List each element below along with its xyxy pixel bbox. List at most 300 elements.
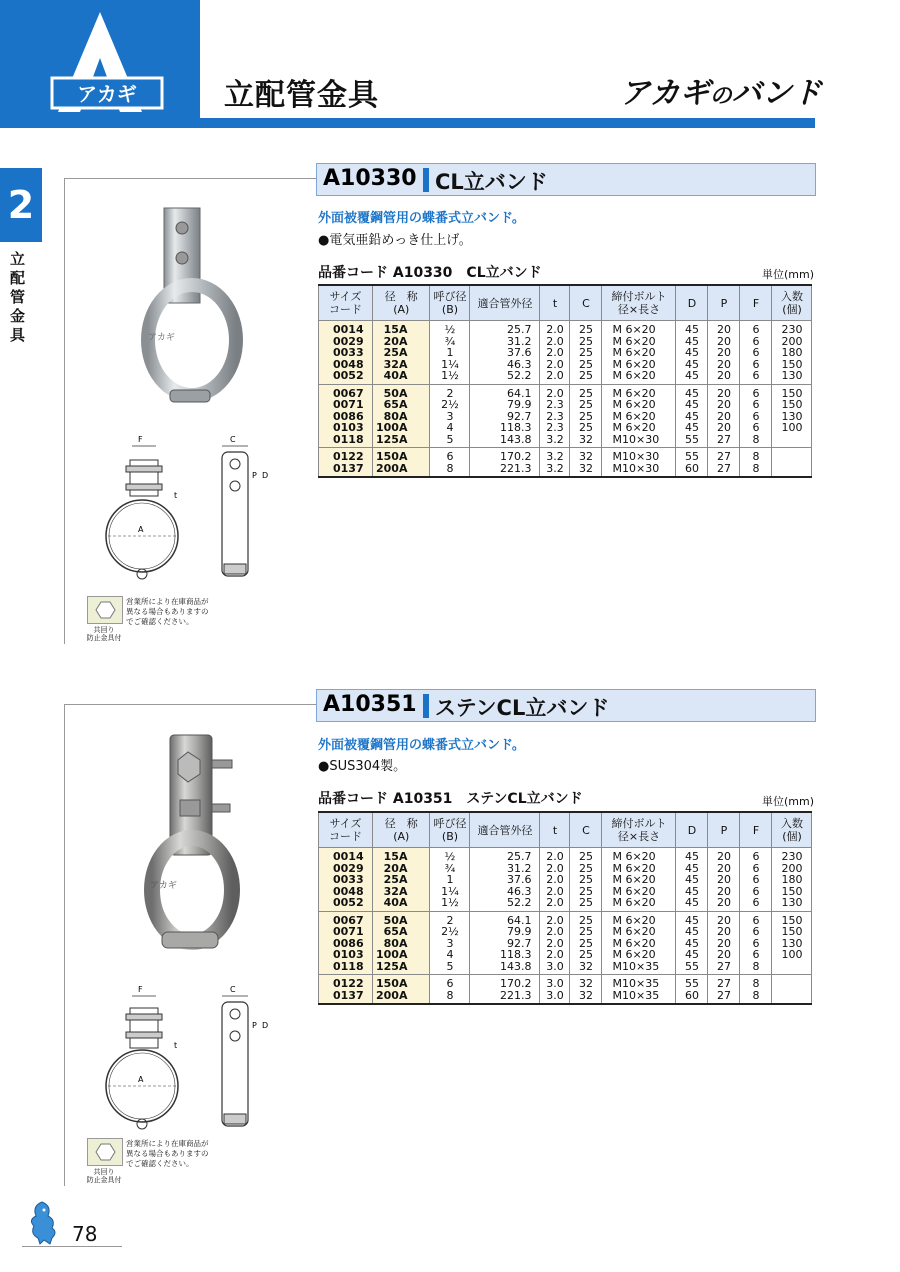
cell-d-dim: 45 (676, 886, 708, 898)
cell-thickness: 2.0 (540, 848, 570, 863)
cell-bolt: M 6×20 (602, 399, 676, 411)
cell-code: 0014 (319, 321, 373, 336)
front-view-drawing (98, 432, 188, 582)
product-photo-stainless-band (140, 730, 250, 960)
cell-code: 0086 (319, 411, 373, 423)
cell-f-dim: 6 (740, 926, 772, 938)
cell-outer-diameter: 143.8 (470, 961, 540, 975)
cell-nominal: 1½ (430, 897, 470, 911)
spec-table-wrap (318, 284, 812, 478)
cell-p-dim: 27 (708, 463, 740, 478)
cell-p-dim: 20 (708, 938, 740, 950)
cell-quantity: 130 (772, 411, 812, 423)
cell-nominal: ½ (430, 321, 470, 336)
dim-f-label: F (138, 985, 143, 994)
footer-line (22, 1246, 122, 1247)
stock-note-line: 営業所により在庫商品が (126, 1139, 209, 1148)
cell-code: 0033 (319, 347, 373, 359)
cell-d-dim: 45 (676, 874, 708, 886)
header-bar (0, 118, 815, 128)
cell-c-dim: 25 (570, 926, 602, 938)
cell-outer-diameter: 118.3 (470, 422, 540, 434)
cell-size: 200A (373, 990, 430, 1005)
cell-d-dim: 55 (676, 975, 708, 990)
cell-f-dim: 6 (740, 399, 772, 411)
cell-bolt: M 6×20 (602, 949, 676, 961)
cell-code: 0014 (319, 848, 373, 863)
cell-code: 0071 (319, 399, 373, 411)
header-logo-panel (0, 0, 200, 120)
cell-thickness: 2.0 (540, 863, 570, 875)
cell-thickness: 3.0 (540, 975, 570, 990)
cell-nominal: 8 (430, 463, 470, 478)
cell-d-dim: 45 (676, 411, 708, 423)
page-number: 78 (72, 1222, 98, 1246)
cell-nominal: 5 (430, 434, 470, 448)
cell-size: 20A (373, 863, 430, 875)
cell-size: 32A (373, 359, 430, 371)
cell-bolt: M10×30 (602, 448, 676, 463)
product-code: A10330 (323, 166, 417, 191)
cell-d-dim: 45 (676, 897, 708, 911)
frame-line (64, 178, 65, 644)
table-row (319, 897, 812, 911)
table-row (319, 434, 812, 448)
akagi-logo (0, 0, 200, 120)
cell-f-dim: 6 (740, 863, 772, 875)
cell-size: 40A (373, 370, 430, 384)
column-header-size: 径 称 (A) (373, 285, 430, 321)
cell-nominal: 1 (430, 874, 470, 886)
cell-p-dim: 20 (708, 886, 740, 898)
front-view-drawing (98, 982, 188, 1132)
brand-band: バンド (731, 76, 822, 111)
cell-bolt: M10×35 (602, 961, 676, 975)
cell-c-dim: 32 (570, 463, 602, 478)
cell-thickness: 3.2 (540, 463, 570, 478)
cell-d-dim: 60 (676, 463, 708, 478)
cell-bolt: M 6×20 (602, 911, 676, 926)
column-header-code: サイズ コード (319, 812, 373, 848)
cell-d-dim: 45 (676, 848, 708, 863)
cell-code: 0029 (319, 336, 373, 348)
column-header-f-dim: F (740, 285, 772, 321)
cell-p-dim: 27 (708, 990, 740, 1005)
cell-size: 40A (373, 897, 430, 911)
column-header-p-dim: P (708, 285, 740, 321)
cell-nominal: 1¼ (430, 359, 470, 371)
cell-outer-diameter: 79.9 (470, 926, 540, 938)
brand-title (620, 68, 822, 112)
cell-f-dim: 6 (740, 422, 772, 434)
cell-nominal: 1 (430, 347, 470, 359)
cell-size: 125A (373, 961, 430, 975)
column-header-nominal: 呼び径 (B) (430, 285, 470, 321)
cell-quantity: 130 (772, 370, 812, 384)
cell-quantity: 130 (772, 897, 812, 911)
cell-c-dim: 25 (570, 863, 602, 875)
dim-a-label: A (138, 525, 144, 534)
column-header-bolt: 締付ボルト 径×長さ (602, 812, 676, 848)
cell-p-dim: 20 (708, 384, 740, 399)
cell-code: 0071 (319, 926, 373, 938)
cell-code: 0103 (319, 422, 373, 434)
cell-bolt: M10×35 (602, 975, 676, 990)
cell-nominal: 2½ (430, 399, 470, 411)
cell-code: 0067 (319, 911, 373, 926)
cell-outer-diameter: 92.7 (470, 411, 540, 423)
spec-table (318, 811, 812, 1005)
cell-outer-diameter: 170.2 (470, 448, 540, 463)
cell-quantity (772, 990, 812, 1005)
cell-outer-diameter: 79.9 (470, 399, 540, 411)
product-name: CL立バンド (435, 170, 548, 194)
cell-d-dim: 45 (676, 370, 708, 384)
product-material: ●SUS304製。 (318, 759, 407, 774)
cell-p-dim: 27 (708, 448, 740, 463)
cell-quantity: 150 (772, 886, 812, 898)
product-name: ステンCL立バンド (435, 696, 610, 720)
column-header-bolt: 締付ボルト 径×長さ (602, 285, 676, 321)
cell-c-dim: 25 (570, 321, 602, 336)
chapter-number: 2 (0, 168, 42, 242)
cell-c-dim: 25 (570, 370, 602, 384)
cell-bolt: M 6×20 (602, 886, 676, 898)
cell-d-dim: 45 (676, 938, 708, 950)
cell-size: 80A (373, 411, 430, 423)
table-row (319, 321, 812, 336)
cell-nominal: 2½ (430, 926, 470, 938)
cell-d-dim: 55 (676, 434, 708, 448)
cell-size: 25A (373, 874, 430, 886)
cell-quantity: 100 (772, 422, 812, 434)
cell-f-dim: 6 (740, 384, 772, 399)
cell-size: 32A (373, 886, 430, 898)
product-photo-cl-band (140, 200, 250, 415)
cell-p-dim: 27 (708, 975, 740, 990)
cell-f-dim: 8 (740, 434, 772, 448)
cell-thickness: 2.0 (540, 911, 570, 926)
cell-c-dim: 25 (570, 399, 602, 411)
cell-p-dim: 20 (708, 911, 740, 926)
cell-bolt: M 6×20 (602, 347, 676, 359)
unit-label: 単位(mm) (762, 268, 815, 281)
cell-quantity (772, 434, 812, 448)
cell-size: 50A (373, 911, 430, 926)
column-header-nominal: 呼び径 (B) (430, 812, 470, 848)
cell-p-dim: 20 (708, 399, 740, 411)
cell-f-dim: 6 (740, 336, 772, 348)
cell-d-dim: 45 (676, 422, 708, 434)
cell-nominal: 1½ (430, 370, 470, 384)
cell-p-dim: 20 (708, 926, 740, 938)
cell-f-dim: 6 (740, 347, 772, 359)
cell-code: 0048 (319, 359, 373, 371)
cell-nominal: ¾ (430, 336, 470, 348)
table-row (319, 384, 812, 399)
cell-nominal: 8 (430, 990, 470, 1005)
table-row (319, 911, 812, 926)
product-code: A10351 (323, 692, 417, 717)
cell-code: 0118 (319, 961, 373, 975)
column-header-d-dim: D (676, 812, 708, 848)
column-header-c-dim: C (570, 812, 602, 848)
cell-size: 150A (373, 448, 430, 463)
cell-bolt: M 6×20 (602, 897, 676, 911)
cell-outer-diameter: 31.2 (470, 336, 540, 348)
cell-c-dim: 25 (570, 874, 602, 886)
cell-c-dim: 25 (570, 359, 602, 371)
dim-d-label: D (262, 471, 269, 480)
side-view-drawing (212, 982, 272, 1132)
cell-bolt: M 6×20 (602, 384, 676, 399)
cell-size: 80A (373, 938, 430, 950)
cell-thickness: 3.0 (540, 990, 570, 1005)
frame-line (64, 178, 316, 179)
cell-size: 100A (373, 949, 430, 961)
cell-d-dim: 45 (676, 321, 708, 336)
cell-f-dim: 6 (740, 321, 772, 336)
cell-c-dim: 32 (570, 448, 602, 463)
stock-note (126, 1139, 209, 1169)
note-caption (84, 626, 124, 642)
cell-c-dim: 25 (570, 848, 602, 863)
cell-outer-diameter: 64.1 (470, 911, 540, 926)
cell-thickness: 2.0 (540, 370, 570, 384)
photo-logo-mark: アカギ (148, 333, 175, 343)
cell-quantity: 200 (772, 863, 812, 875)
cell-code: 0122 (319, 448, 373, 463)
cell-quantity (772, 975, 812, 990)
cell-bolt: M 6×20 (602, 359, 676, 371)
cell-bolt: M 6×20 (602, 336, 676, 348)
cell-d-dim: 45 (676, 347, 708, 359)
table-row (319, 926, 812, 938)
cell-thickness: 2.0 (540, 926, 570, 938)
table-row (319, 949, 812, 961)
cell-bolt: M10×30 (602, 463, 676, 478)
cell-nominal: 6 (430, 975, 470, 990)
product-description: 外面被覆鋼管用の蝶番式立バンド。 (318, 738, 525, 753)
cell-thickness: 2.0 (540, 949, 570, 961)
cell-quantity (772, 448, 812, 463)
note-caption (84, 1168, 124, 1184)
cell-c-dim: 25 (570, 347, 602, 359)
cell-quantity (772, 463, 812, 478)
cell-size: 65A (373, 399, 430, 411)
product-title-bar (316, 163, 816, 196)
stock-note (126, 597, 209, 627)
cell-outer-diameter: 37.6 (470, 347, 540, 359)
table-row (319, 347, 812, 359)
column-header-quantity: 入数 (個) (772, 812, 812, 848)
cell-f-dim: 6 (740, 886, 772, 898)
dim-p-label: P (252, 471, 257, 480)
cell-c-dim: 32 (570, 961, 602, 975)
anti-rotation-icon (87, 596, 123, 624)
cell-quantity: 230 (772, 848, 812, 863)
dim-t-label: t (174, 491, 178, 500)
cell-d-dim: 55 (676, 448, 708, 463)
stock-note-line: 異なる場合もありますの (126, 1149, 209, 1158)
cell-nominal: ¾ (430, 863, 470, 875)
cell-p-dim: 20 (708, 370, 740, 384)
cell-bolt: M10×30 (602, 434, 676, 448)
cell-code: 0086 (319, 938, 373, 950)
cell-c-dim: 25 (570, 897, 602, 911)
cell-outer-diameter: 118.3 (470, 949, 540, 961)
cell-thickness: 2.0 (540, 874, 570, 886)
cell-outer-diameter: 170.2 (470, 975, 540, 990)
frame-line (64, 704, 316, 705)
cell-f-dim: 6 (740, 370, 772, 384)
cell-nominal: 5 (430, 961, 470, 975)
cell-bolt: M 6×20 (602, 874, 676, 886)
cell-code: 0137 (319, 463, 373, 478)
cell-p-dim: 20 (708, 321, 740, 336)
column-header-quantity: 入数 (個) (772, 285, 812, 321)
cell-bolt: M 6×20 (602, 370, 676, 384)
cell-p-dim: 27 (708, 434, 740, 448)
cell-quantity: 130 (772, 938, 812, 950)
cell-quantity: 150 (772, 384, 812, 399)
table-row (319, 422, 812, 434)
column-header-outer-diameter: 適合管外径 (470, 285, 540, 321)
cell-p-dim: 20 (708, 359, 740, 371)
cell-c-dim: 32 (570, 990, 602, 1005)
table-row (319, 990, 812, 1005)
cell-size: 25A (373, 347, 430, 359)
cell-f-dim: 6 (740, 938, 772, 950)
cell-f-dim: 8 (740, 463, 772, 478)
column-header-thickness: t (540, 812, 570, 848)
cell-f-dim: 6 (740, 874, 772, 886)
cell-f-dim: 8 (740, 448, 772, 463)
table-header-row (319, 285, 812, 321)
cell-thickness: 3.2 (540, 434, 570, 448)
column-header-size: 径 称 (A) (373, 812, 430, 848)
cell-p-dim: 20 (708, 863, 740, 875)
cell-outer-diameter: 52.2 (470, 370, 540, 384)
cell-d-dim: 45 (676, 863, 708, 875)
cell-code: 0033 (319, 874, 373, 886)
cell-outer-diameter: 46.3 (470, 359, 540, 371)
cell-bolt: M 6×20 (602, 321, 676, 336)
cell-bolt: M 6×20 (602, 938, 676, 950)
table-row (319, 399, 812, 411)
cell-outer-diameter: 37.6 (470, 874, 540, 886)
frame-line (64, 704, 65, 1186)
stock-note-line: 異なる場合もありますの (126, 607, 209, 616)
cell-p-dim: 20 (708, 848, 740, 863)
note-caption-line-2: 防止金具付 (86, 1176, 122, 1184)
cell-bolt: M 6×20 (602, 422, 676, 434)
cell-p-dim: 20 (708, 897, 740, 911)
cell-f-dim: 6 (740, 359, 772, 371)
cell-thickness: 2.0 (540, 897, 570, 911)
cell-c-dim: 32 (570, 434, 602, 448)
cell-size: 65A (373, 926, 430, 938)
stock-note-line: でご確認ください。 (126, 1159, 194, 1168)
cell-outer-diameter: 25.7 (470, 321, 540, 336)
cell-d-dim: 55 (676, 961, 708, 975)
cell-code: 0118 (319, 434, 373, 448)
cell-thickness: 2.0 (540, 347, 570, 359)
cell-code: 0103 (319, 949, 373, 961)
cell-size: 15A (373, 321, 430, 336)
anti-rotation-icon (87, 1138, 123, 1166)
cell-size: 100A (373, 422, 430, 434)
cell-code: 0067 (319, 384, 373, 399)
cell-outer-diameter: 31.2 (470, 863, 540, 875)
chapter-label: 立配管金具 (10, 250, 26, 344)
cell-quantity: 150 (772, 399, 812, 411)
cell-bolt: M 6×20 (602, 411, 676, 423)
brand-main: アカギ (620, 76, 710, 111)
cell-p-dim: 20 (708, 411, 740, 423)
stock-note-line: でご確認ください。 (126, 617, 194, 626)
mascot-dragon-icon (22, 1198, 58, 1246)
cell-outer-diameter: 92.7 (470, 938, 540, 950)
cell-code: 0048 (319, 886, 373, 898)
cell-thickness: 3.2 (540, 448, 570, 463)
cell-f-dim: 6 (740, 897, 772, 911)
title-separator (423, 168, 429, 192)
cell-quantity: 200 (772, 336, 812, 348)
table-row (319, 448, 812, 463)
cell-nominal: 6 (430, 448, 470, 463)
cell-quantity: 180 (772, 874, 812, 886)
product-description: 外面被覆鋼管用の蝶番式立バンド。 (318, 211, 525, 226)
cell-d-dim: 45 (676, 399, 708, 411)
cell-size: 15A (373, 848, 430, 863)
unit-label: 単位(mm) (762, 795, 815, 808)
dim-p-label: P (252, 1021, 257, 1030)
cell-p-dim: 20 (708, 336, 740, 348)
cell-f-dim: 6 (740, 848, 772, 863)
cell-f-dim: 8 (740, 990, 772, 1005)
dim-f-label: F (138, 435, 143, 444)
cell-size: 20A (373, 336, 430, 348)
cell-thickness: 2.3 (540, 422, 570, 434)
cell-bolt: M 6×20 (602, 926, 676, 938)
dim-c-label: C (230, 985, 236, 994)
cell-p-dim: 20 (708, 874, 740, 886)
cell-code: 0137 (319, 990, 373, 1005)
column-header-f-dim: F (740, 812, 772, 848)
cell-bolt: M10×35 (602, 990, 676, 1005)
cell-thickness: 2.0 (540, 321, 570, 336)
photo-logo-mark: アカギ (150, 881, 177, 891)
cell-nominal: 3 (430, 411, 470, 423)
spec-table-wrap (318, 811, 812, 1005)
cell-outer-diameter: 221.3 (470, 463, 540, 478)
cell-thickness: 2.3 (540, 399, 570, 411)
table-title: 品番コード A10351 ステンCL立バンド (318, 791, 583, 807)
cell-thickness: 3.0 (540, 961, 570, 975)
cell-d-dim: 45 (676, 359, 708, 371)
product-finish: ●電気亜鉛めっき仕上げ。 (318, 233, 472, 248)
table-row (319, 848, 812, 863)
cell-size: 125A (373, 434, 430, 448)
cell-f-dim: 6 (740, 911, 772, 926)
note-caption-line-1: 共回り (93, 1168, 115, 1176)
cell-bolt: M 6×20 (602, 863, 676, 875)
cell-outer-diameter: 25.7 (470, 848, 540, 863)
cell-thickness: 2.0 (540, 336, 570, 348)
page-title: 立配管金具 (224, 78, 379, 113)
note-caption-line-1: 共回り (93, 626, 115, 634)
